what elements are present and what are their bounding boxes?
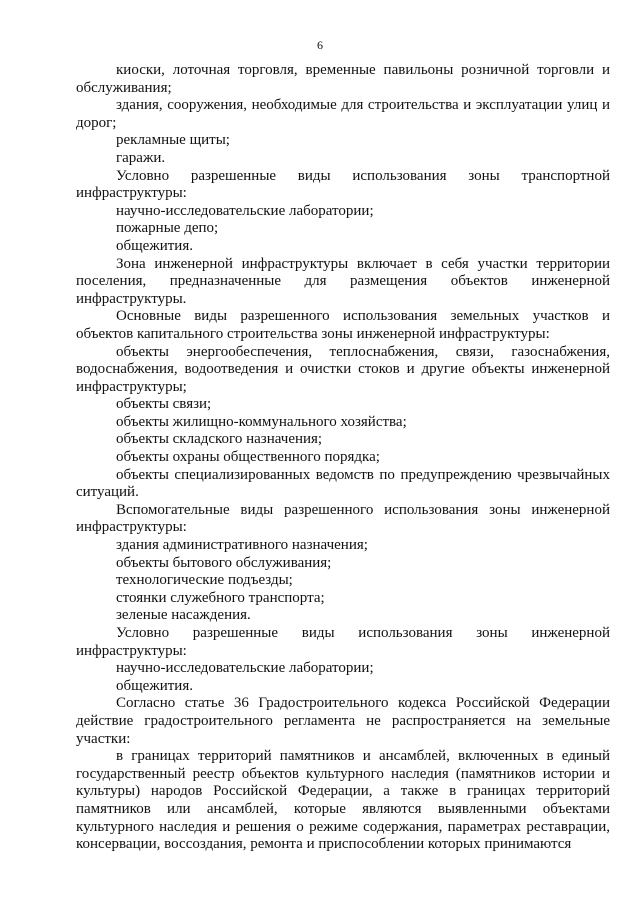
paragraph: общежития. <box>116 677 193 694</box>
paragraph: Условно разрешенные виды использования зоны инженерной инфраструктуры: <box>76 625 610 659</box>
paragraph: объекты специализированных ведомств по предупреждению чрезвычайных ситуаций. <box>76 466 610 501</box>
paragraph: Согласно статье 36 Градостроительного кодекса Российской Федерации действие градостроительного регламента не распространяется на земельные участки: <box>76 695 610 747</box>
document-body <box>76 62 610 854</box>
paragraph: пожарные депо; <box>116 220 219 237</box>
paragraph: стоянки служебного транспорта; <box>116 589 325 606</box>
paragraph: объекты энергообеспечения, теплоснабжения, связи, газоснабжения, водоснабжения, водоотведения и очистки стоков и другие объекты инженерной инфраструктуры; <box>76 343 610 395</box>
paragraph: объекты жилищно-коммунального хозяйства; <box>116 413 407 430</box>
paragraph: рекламные щиты; <box>116 132 230 149</box>
paragraph: гаражи. <box>116 149 166 166</box>
page-number: 6 <box>317 38 323 52</box>
paragraph: зеленые насаждения. <box>116 607 251 624</box>
paragraph: киоски, лоточная торговля, временные павильоны розничной торговли и обслуживания; <box>76 62 610 96</box>
paragraph: здания, сооружения, необходимые для строительства и эксплуатации улиц и дорог; <box>76 97 610 131</box>
paragraph: объекты связи; <box>116 396 212 413</box>
paragraph: Вспомогательные виды разрешенного использования зоны инженерной инфраструктуры: <box>76 501 610 536</box>
paragraph: здания административного назначения; <box>116 537 368 554</box>
paragraph: объекты охраны общественного порядка; <box>116 449 380 466</box>
paragraph: объекты складского назначения; <box>116 431 323 448</box>
paragraph: технологические подъезды; <box>116 572 293 589</box>
paragraph: Условно разрешенные виды использования зоны транспортной инфраструктуры: <box>76 167 610 202</box>
paragraph: объекты бытового обслуживания; <box>116 554 332 571</box>
paragraph: общежития. <box>116 237 193 254</box>
paragraph: Основные виды разрешенного использования земельных участков и объектов капитального строительства зоны инженерной инфраструктуры: <box>76 308 610 342</box>
paragraph: научно-исследовательские лаборатории; <box>116 660 374 677</box>
paragraph: научно-исследовательские лаборатории; <box>116 202 374 219</box>
paragraph: Зона инженерной инфраструктуры включает в себя участки территории поселения, предназначенные для размещения объектов инженерной инфраструктуры. <box>76 255 610 307</box>
paragraph: в границах территорий памятников и ансамблей, включенных в единый государственный реестр объектов культурного наследия (памятников истории и культуры) народов Российской Федерации, а также в границах территорий памятников или ансамблей, которые являются выявленными объектами культурного наследия и решения о режиме содержания, параметрах реставрации, консервации, воссоздания, ремонта и приспособлении которых принимаются <box>76 748 610 853</box>
